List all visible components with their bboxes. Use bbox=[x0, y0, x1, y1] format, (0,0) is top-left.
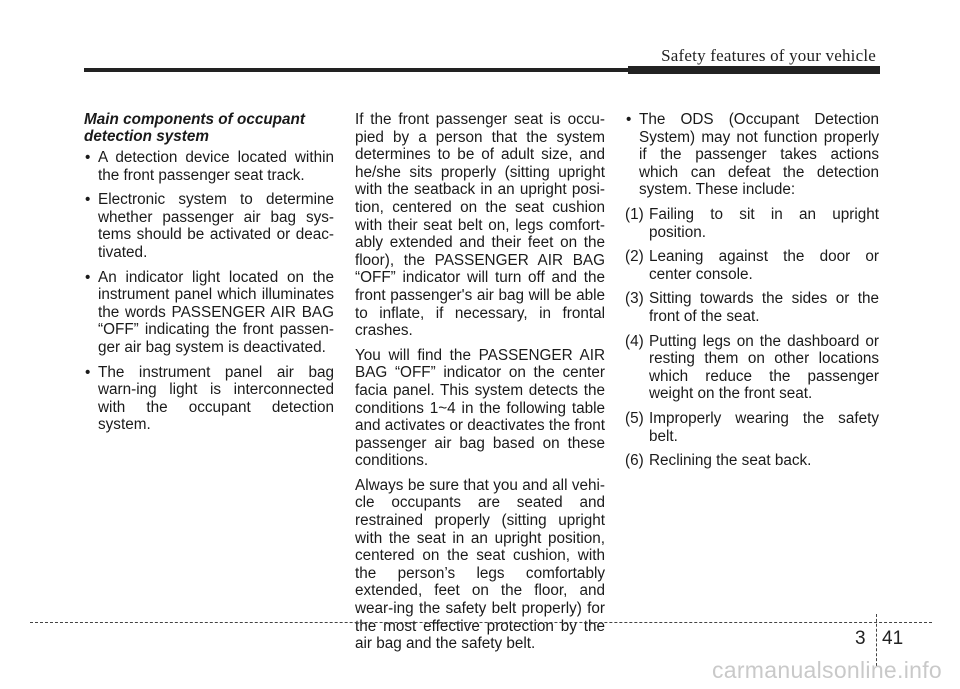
item-number: (5) bbox=[625, 409, 644, 427]
list-item bbox=[625, 410, 879, 445]
list-item bbox=[625, 333, 879, 403]
paragraph: Always be sure that you and all vehi-cle occupants are seated and restrained properly (sitting upright with the seat in an upright position, centered on the seat cushion, with the person’s legs comfortably extended, feet on the floor, and wear-ing the safety belt properly) for the most effective protection by the air bag and the safety belt. bbox=[355, 476, 605, 653]
column-left bbox=[84, 111, 334, 441]
list-item: • A detection device located within the front passenger seat track. bbox=[84, 149, 334, 184]
paragraph: You will find the PASSENGER AIR BAG “OFF” indicator on the center facia panel. This system detects the conditions 1~4 in the following table and activates or deactivates the front passenger air bag based on these conditions. bbox=[355, 346, 605, 470]
list-item bbox=[625, 290, 879, 325]
chapter-number: 3 bbox=[855, 628, 866, 649]
list-item: • Electronic system to determine whether passenger air bag sys-tems should be activated or deac-tivated. bbox=[84, 191, 334, 261]
column-middle bbox=[355, 111, 605, 660]
item-number: (6) bbox=[625, 452, 644, 470]
paragraph: If the front passenger seat is occu-pied by a person that the system determines to be of adult size, and he/she sits properly (sitting upright with the seatback in an upright posi-tion, centered on the seat cushion with their seat belt on, legs comfort-ably extended and their feet on the floor), the PASSENGER AIR BAG “OFF” indicator will turn off and the front passenger's air bag will be able to inflate, if necessary, in frontal crashes. bbox=[355, 111, 605, 340]
page-number: 41 bbox=[882, 628, 904, 649]
list-item bbox=[625, 248, 879, 283]
item-number: (1) bbox=[625, 205, 644, 223]
item-text: Improperly wearing the safety belt. bbox=[649, 409, 879, 445]
item-text: Sitting towards the sides or the front of the seat. bbox=[649, 290, 879, 325]
ods-note-list bbox=[625, 111, 879, 199]
item-number: (2) bbox=[625, 248, 644, 266]
conditions-list bbox=[625, 206, 879, 470]
item-text: Leaning against the door or center console. bbox=[649, 248, 879, 283]
running-header-title: Safety features of your vehicle bbox=[661, 46, 876, 65]
item-number: (3) bbox=[625, 290, 644, 308]
footer-rule bbox=[30, 622, 932, 623]
list-item bbox=[625, 206, 879, 241]
watermark: carmanualsonline.info bbox=[711, 657, 942, 683]
components-list bbox=[84, 149, 334, 434]
list-item: • An indicator light located on the instrument panel which illuminates the words PASSENGER AIR BAG “OFF” indicating the front passen-ger air bag system is deactivated. bbox=[84, 269, 334, 357]
item-text: Putting legs on the dashboard or resting them on other locations which reduce the passenger weight on the front seat. bbox=[649, 332, 879, 403]
list-item: • The instrument panel air bag warn-ing light is interconnected with the occupant detection system. bbox=[84, 364, 334, 434]
list-item bbox=[625, 452, 879, 470]
item-text: Failing to sit in an upright position. bbox=[649, 205, 879, 241]
header-rule-accent bbox=[628, 66, 880, 74]
column-right bbox=[625, 111, 879, 477]
section-heading: Main components of occupant detection system bbox=[84, 111, 305, 145]
item-number: (4) bbox=[625, 332, 644, 350]
list-item: • The ODS (Occupant Detection System) may not function properly if the passenger takes actions which can defeat the detection system. These include: bbox=[625, 111, 879, 199]
item-text: Reclining the seat back. bbox=[649, 452, 812, 470]
